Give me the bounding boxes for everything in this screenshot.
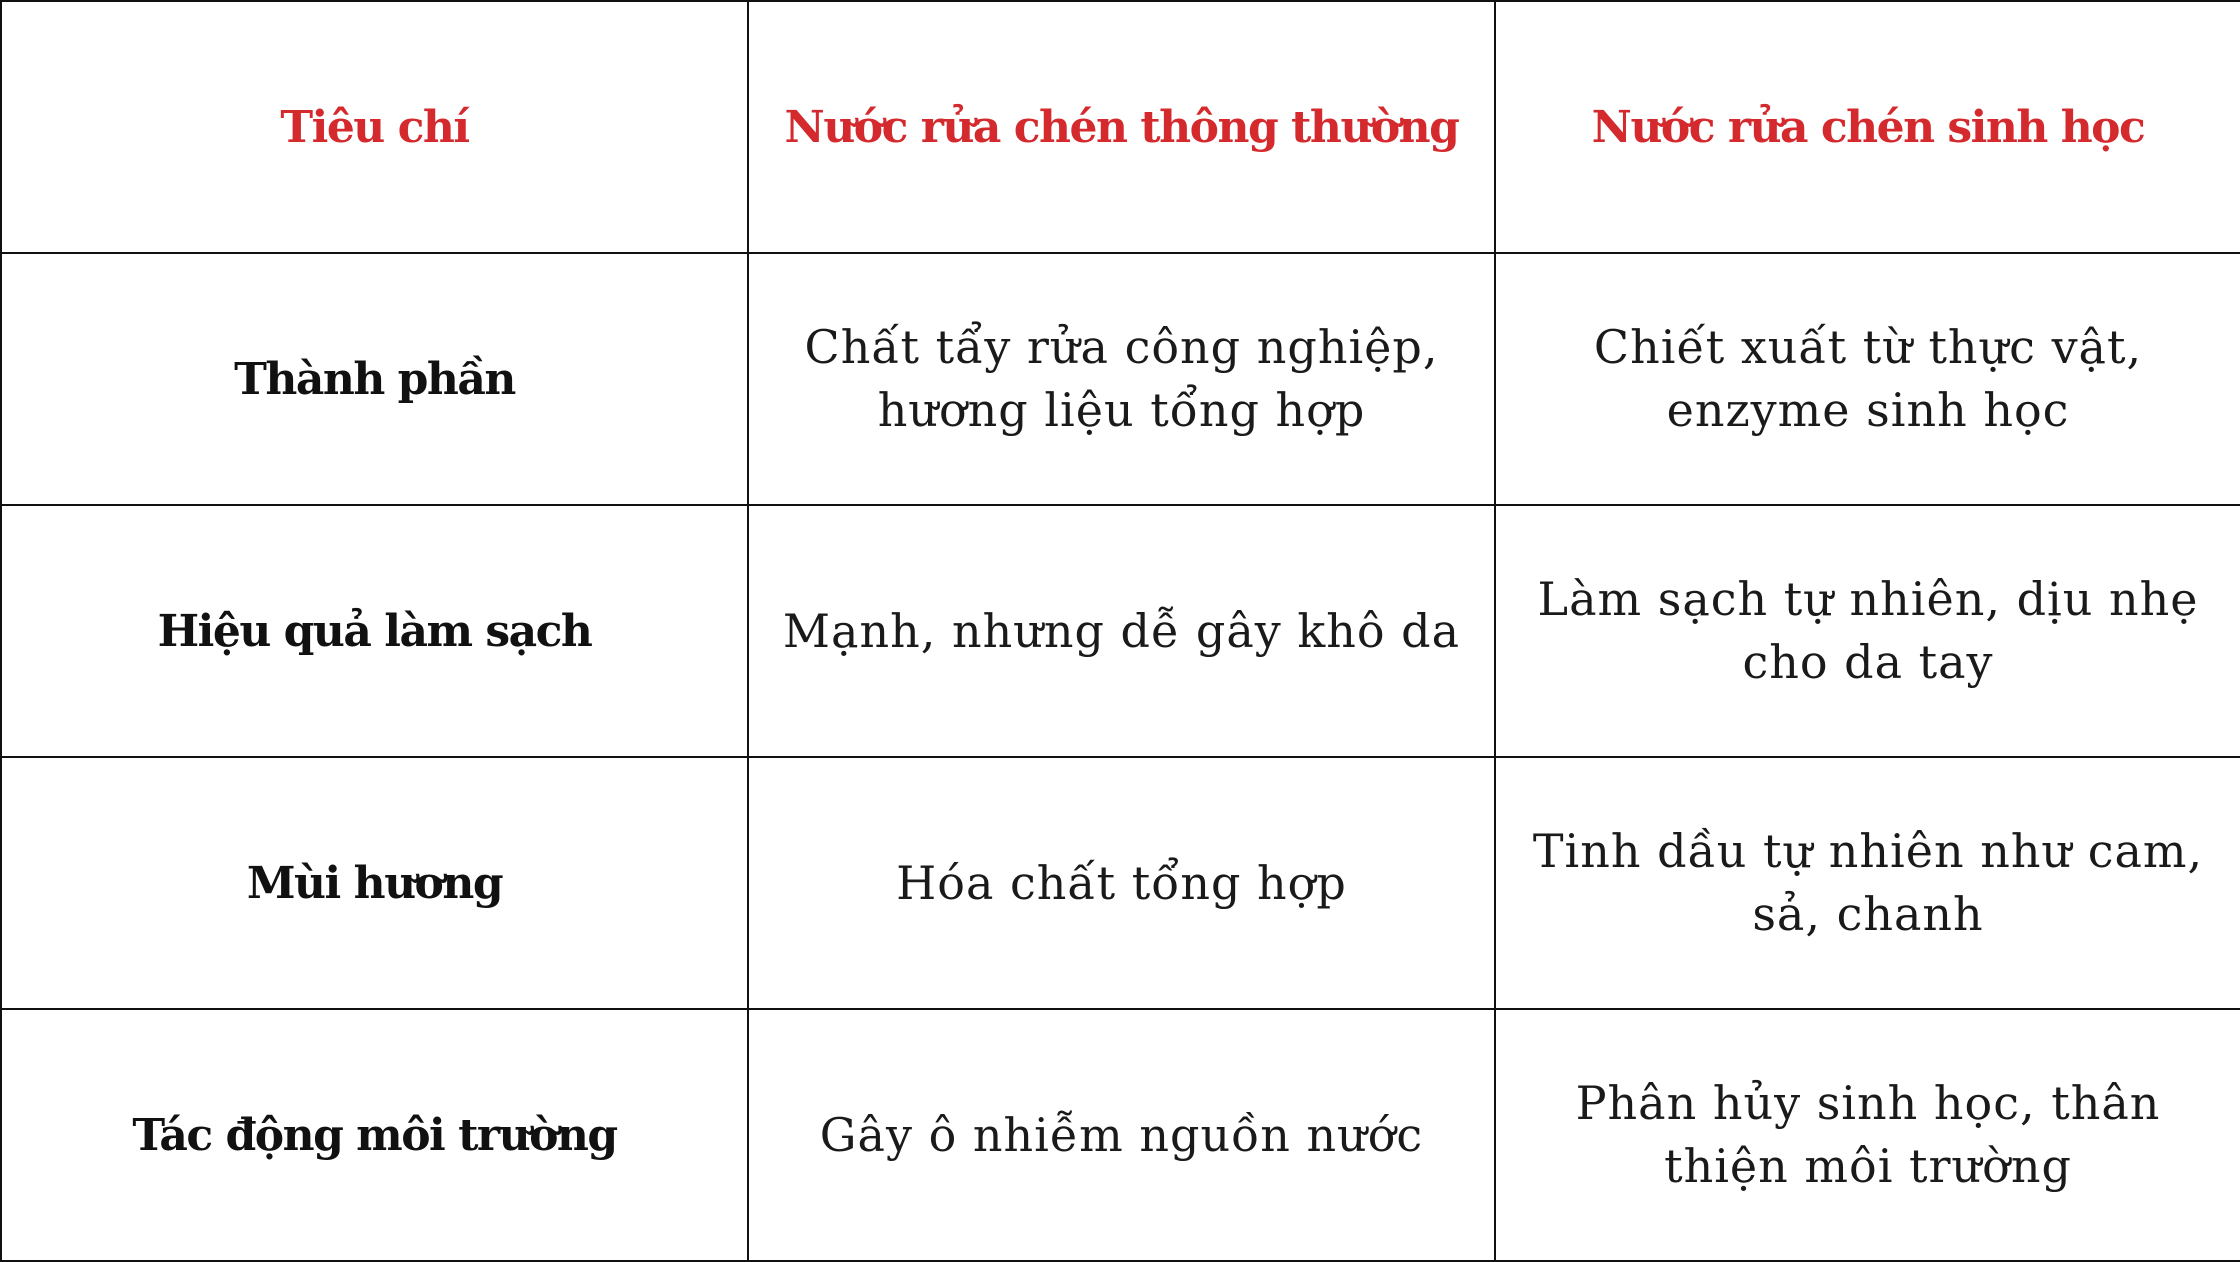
table-row (1, 253, 2240, 505)
row-conventional-value: Mạnh, nhưng dễ gây khô da (748, 505, 1495, 757)
row-criterion: Hiệu quả làm sạch (1, 505, 748, 757)
header-biological: Nước rửa chén sinh học (1495, 1, 2240, 253)
header-conventional: Nước rửa chén thông thường (748, 1, 1495, 253)
row-biological-value: Làm sạch tự nhiên, dịu nhẹ cho da tay (1495, 505, 2240, 757)
header-criteria: Tiêu chí (1, 1, 748, 253)
row-biological-value: Tinh dầu tự nhiên như cam, sả, chanh (1495, 757, 2240, 1009)
row-conventional-value: Gây ô nhiễm nguồn nước (748, 1009, 1495, 1261)
table-row (1, 757, 2240, 1009)
table-row (1, 1009, 2240, 1261)
row-conventional-value: Hóa chất tổng hợp (748, 757, 1495, 1009)
row-criterion: Tác động môi trường (1, 1009, 748, 1261)
row-biological-value: Chiết xuất từ thực vật, enzyme sinh học (1495, 253, 2240, 505)
row-criterion: Thành phần (1, 253, 748, 505)
row-conventional-value: Chất tẩy rửa công nghiệp, hương liệu tổng hợp (748, 253, 1495, 505)
row-criterion: Mùi hương (1, 757, 748, 1009)
table-row (1, 505, 2240, 757)
table-header-row (1, 1, 2240, 253)
row-biological-value: Phân hủy sinh học, thân thiện môi trường (1495, 1009, 2240, 1261)
